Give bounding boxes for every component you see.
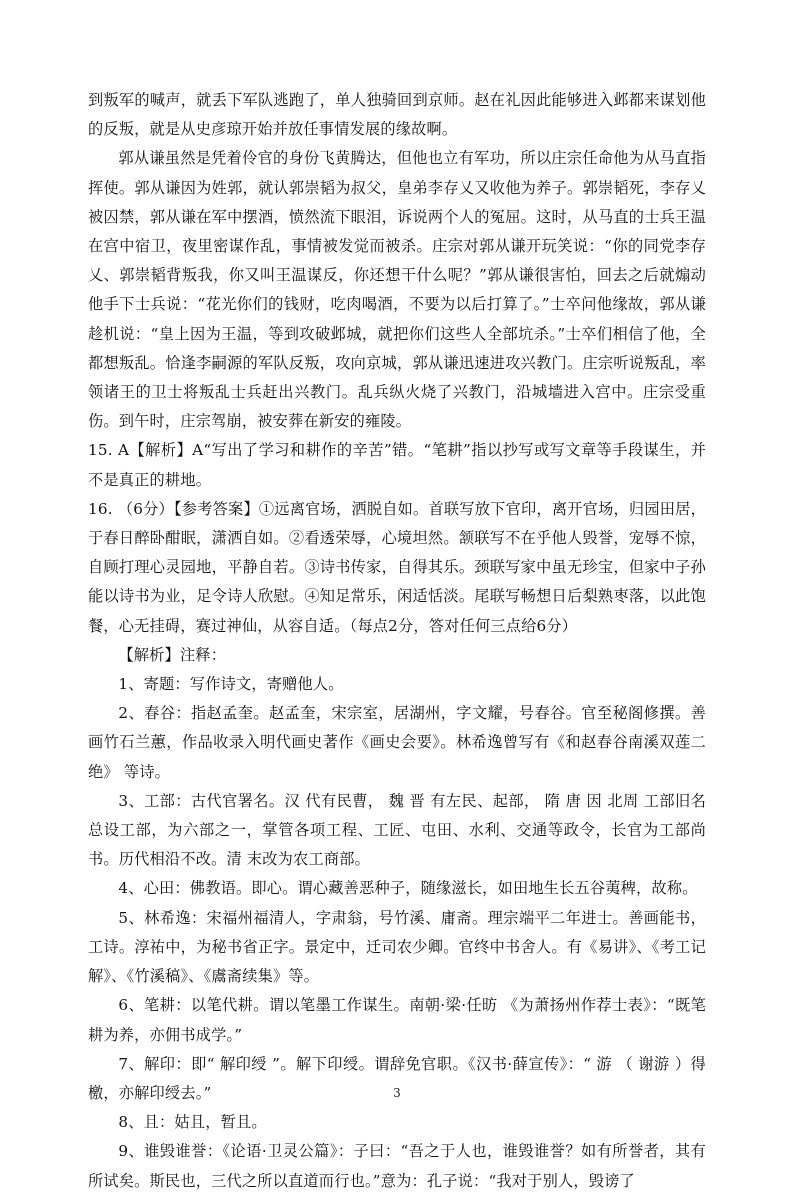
note-3: 3、工部：古代官署名。汉 代有民曹， 魏 晋 有左民、起部， 隋 唐 因 北周 工部旧名总设工部，为六部之一，掌管各项工程、工匠、屯田、水利、交通等政令，长官为工部尚书。历代相沿不改。清 末改为农工商部。 (88, 791, 706, 869)
page-body (88, 86, 706, 1196)
note-7: 7、解印：即“ 解印绶 ”。解下印绶。谓辞免官职。《汉书·薛宣传》：“ 游 （ 谢游 ）得檄，亦解印绶去。” (88, 1054, 706, 1102)
note-4: 4、心田：佛教语。即心。谓心藏善恶种子，随缘滋长，如田地生长五谷荑稗，故称。 (118, 879, 698, 898)
page-number: 3 (393, 1086, 401, 1100)
analysis-heading: 【解析】注释： (118, 645, 227, 664)
answer-15: 15. A【解析】A“写出了学习和耕作的辛苦”错。“笔耕”指以抄写或写文章等手段谋生，并不是真正的耕地。 (88, 441, 706, 489)
note-6: 6、笔耕：以笔代耕。谓以笔墨工作谋生。南朝·梁·任昉 《为萧扬州作荐士表》：“既笔耕为养，亦佣书成学。” (88, 996, 706, 1044)
note-1: 1、寄题：写作诗文，寄赠他人。 (118, 675, 344, 694)
note-2: 2、春谷：指赵孟奎。赵孟奎，宋宗室，居湖州，字文耀，号春谷。官至秘阁修撰。善画竹石兰蕙，作品收录入明代画史著作《画史会要》。林希逸曾写有《和赵春谷南溪双莲二绝》 等诗。 (88, 704, 706, 781)
note-5: 5、林希逸：宋福州福清人，字肃翁，号竹溪、庸斋。理宗端平二年进士。善画能书，工诗。淳祐中，为秘书省正字。景定中，迁司农少卿。官终中书舍人。有《易讲》、《考工记解》、《竹溪稿》、《鬳斋续集》等。 (88, 908, 706, 986)
paragraph-translation-end: 到叛军的喊声，就丢下军队逃跑了，单人独骑回到京师。赵在礼因此能够进入邺都来谋划他的反叛，就是从史彦琼开始并放任事情发展的缘故啊。 (88, 91, 706, 139)
answer-16: 16. （6分）【参考答案】①远离官场，洒脱自如。首联写放下官印，离开官场，归园田居，于春日醉卧酣眠，潇洒自如。②看透荣辱，心境坦然。颔联写不在乎他人毁誉，宠辱不惊，自顾打理心灵园地，平静自若。③诗书传家，自得其乐。颈联写家中虽无珍宝，但家中子孙能以诗书为业，足令诗人欣慰。④知足常乐，闲适恬淡。尾联写畅想日后梨熟枣落，以此饱餐，心无挂碍，赛过神仙，从容自适。（每点2分，答对任何三点给6分） (88, 499, 706, 635)
paragraph-translation-guo-congqian: 郭从谦虽然是凭着伶官的身份飞黄腾达，但他也立有军功，所以庄宗任命他为从马直指挥使。郭从谦因为姓郭，就认郭崇韬为叔父，皇弟李存乂又收他为养子。郭崇韬死，李存乂被囚禁，郭从谦在军中摆酒，愤然流下眼泪，诉说两个人的冤屈。这时，从马直的士兵王温在宫中宿卫，夜里密谋作乱，事情被发觉而被杀。庄宗对郭从谦开玩笑说：“你的同党李存乂、郭崇韬背叛我，你又叫王温谋反，你还想干什么呢？”郭从谦很害怕，回去之后就煽动他手下士兵说：“花光你们的钱财，吃肉喝酒，不要为以后打算了。”士卒问他缘故，郭从谦趁机说：“皇上因为王温，等到攻破邺城，就把你们这些人全部坑杀。”士卒们相信了他，全都想叛乱。恰逢李嗣源的军队反叛，攻向京城，郭从谦迅速进攻兴教门。庄宗听说叛乱，率领诸王的卫士将叛乱士兵赶出兴教门。乱兵纵火烧了兴教门，沿城墙进入宫中。庄宗受重伤。到午时，庄宗驾崩，被安葬在新安的雍陵。 (88, 149, 706, 431)
note-8: 8、且：姑且，暂且。 (118, 1113, 267, 1132)
note-9: 9、谁毁谁誉：《论语·卫灵公篇》：子曰：“吾之于人也，谁毁谁誉？如有所誉者，其有所试矣。斯民也，三代之所以直道而行也。”意为：孔子说：“我对于别人，毁谤了 (88, 1142, 706, 1190)
